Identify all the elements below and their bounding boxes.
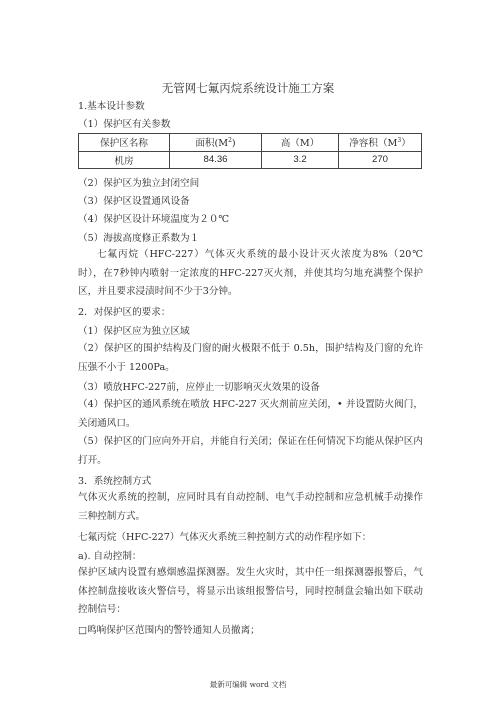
section-3-heading: 3．系统控制方式 (78, 476, 152, 487)
section-1-sub-1: （1）保护区有关参数 (78, 119, 171, 130)
section-3-item-a: a). 自动控制： (78, 551, 142, 562)
section-1-sub-5: （5）海拔高度修正系数为１ (78, 233, 200, 244)
table-header-cell: 面积$(M^2)$ (170, 134, 262, 152)
section-2-item-2: （2）保护区的围护结构及门窗的耐火极限不低于 0.5h，围护结构及门窗的允许压强不小于 1200Pa。 (78, 343, 423, 373)
table-header-cell: 保护区名称 (79, 134, 170, 152)
table-header-cell: 高（M） (262, 134, 339, 152)
section-1-paragraph: 七氟丙烷（HFC-227）气体灭火系统的最小设计灭火浓度为8%（20℃时），在7秒钟内喷射一定浓度的HFC-227灭火剂，并使其均匀地充满整个保护区，并且要求浸渍时间不少于3分钟。 (78, 249, 423, 298)
section-2-heading: 2．对保护区的要求： (78, 307, 171, 318)
section-3-paragraph-3: 保护区域内设置有感烟感温探测器。发生火灾时，其中任一组探测器报警后，气体控制盘接收该火警信号，将显示出该组报警信号，同时控制盘会输出如下联动控制信号： (78, 567, 423, 616)
section-1-sub-4: （4）保护区设计环境温度为２０℃ (78, 214, 230, 225)
section-1-sub-2: （2）保护区为独立封闭空间 (78, 178, 200, 189)
section-2-item-4: （4）保护区的通风系统在喷放 HFC-227 灭火剂前应关闭，• 并设置防火阀门，关闭通风口。 (78, 399, 423, 429)
section-3-paragraph-2: 七氟丙烷（HFC-227）气体灭火系统三种控制方式的动作程序如下： (78, 532, 372, 543)
table-header-row (79, 134, 422, 152)
document-title: 无管网七氟丙烷系统设计施工方案 (161, 81, 335, 95)
section-2-item-5: （5）保护区的门应向外开启，并能自行关闭；保证在任何情况下均能从保护区内打开。 (78, 436, 423, 466)
section-1-heading: 1.基本设计参数 (78, 101, 145, 112)
section-2-item-3: （3）喷放HFC-227前，应停止一切影响灭火效果的设备 (78, 382, 320, 393)
page-footer: 最新可编辑 word 文档 (209, 680, 287, 689)
table-header-cell: 净容积$(M^3)$ (339, 134, 422, 152)
table-cell: 84.36 (170, 151, 262, 169)
section-3-list-item: □鸣响保护区范围内的警铃通知人员撤离； (78, 625, 260, 636)
protection-area-table (78, 133, 422, 169)
table-row (79, 151, 422, 169)
table-cell: 270 (339, 151, 422, 169)
section-3-paragraph-1: 气体灭火系统的控制，应同时具有自动控制、电气手动控制和应急机械手动操作三种控制方式。 (78, 492, 423, 522)
section-1-sub-3: （3）保护区设置通风设备 (78, 196, 190, 207)
table-cell: 机房 (79, 151, 170, 169)
table-cell: 3.2 (262, 151, 339, 169)
section-2-item-1: （1）保护区应为独立区域 (78, 326, 190, 337)
